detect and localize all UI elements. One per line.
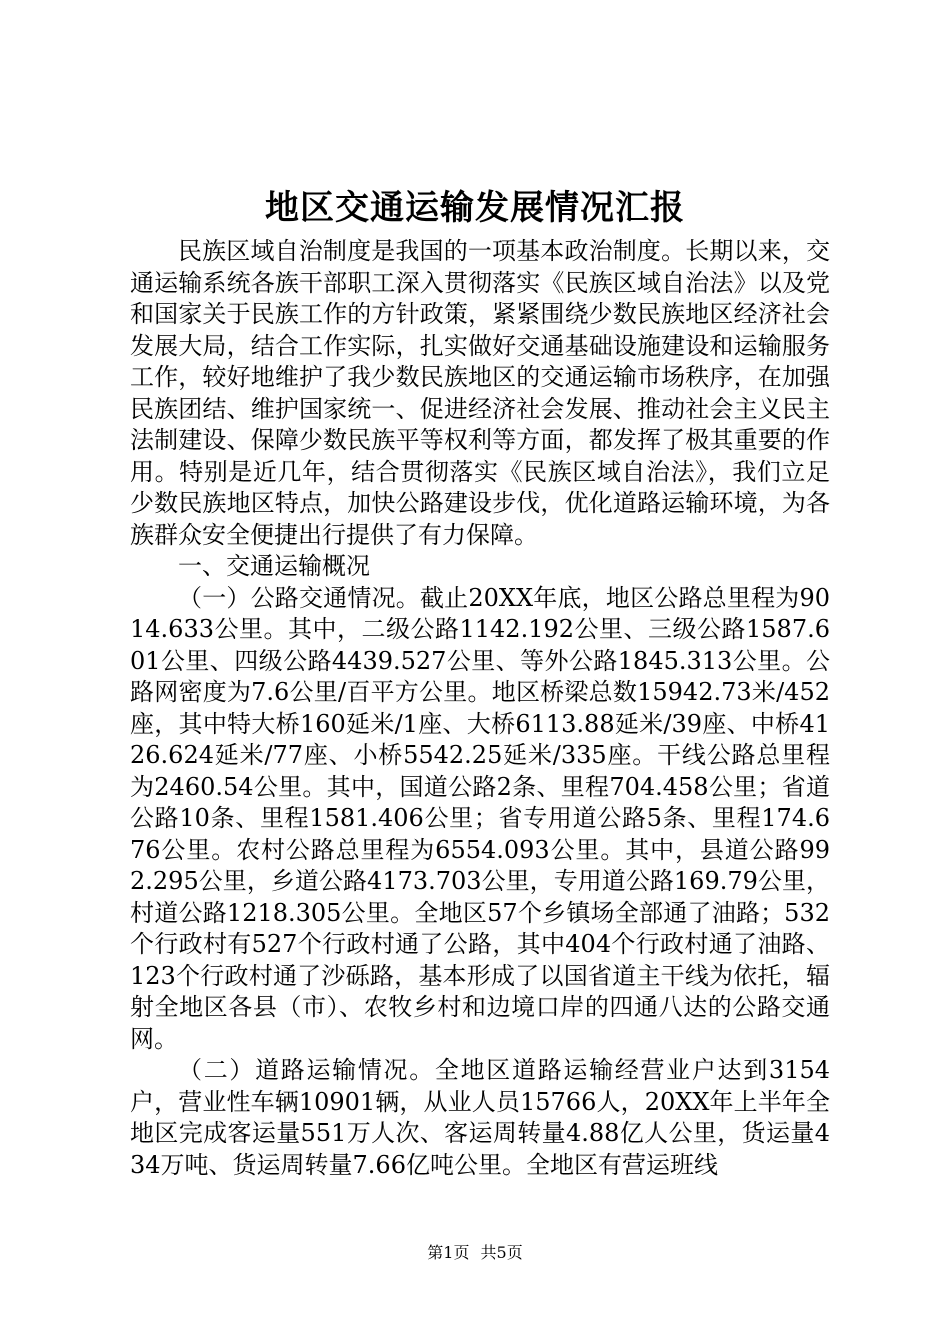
- document-title: 地区交通运输发展情况汇报: [265, 188, 685, 228]
- paragraph-intro: 民族区域自治制度是我国的一项基本政治制度。长期以来，交通运输系统各族干部职工深入贯彻落实《民族区域自治法》以及党和国家关于民族工作的方针政策，紧紧围绕少数民族地区经济社会发展大局，结合工作实际，扎实做好交通基础设施建设和运输服务工作，较好地维护了我少数民族地区的交通运输市场秩序，在加强民族团结、维护国家统一、促进经济社会发展、推动社会主义民主法制建设、保障少数民族平等权利等方面，都发挥了极其重要的作用。特别是近几年，结合贯彻落实《民族区域自治法》，我们立足少数民族地区特点，加快公路建设步伐，优化道路运输环境，为各族群众安全便捷出行提供了有力保障。: [130, 237, 830, 549]
- document-body: [130, 236, 830, 1181]
- page-number: 第1页: [427, 1243, 470, 1262]
- section-heading: 一、交通运输概况: [178, 552, 370, 580]
- page-footer: [0, 1242, 950, 1264]
- page-total: 共5页: [480, 1243, 523, 1262]
- paragraph-road-transport: （二）道路运输情况。全地区道路运输经营业户达到3154户，营业性车辆10901辆，从业人员15766人，20XX年上半年全地区完成客运量551万人次、客运周转量4.88亿人公里，货运量434万吨、货运周转量7.66亿吨公里。全地区有营运班线: [130, 1056, 830, 1179]
- paragraph-highway: （一）公路交通情况。截止20XX年底，地区公路总里程为9014.633公里。其中，二级公路1142.192公里、三级公路1587.601公里、四级公路4439.527公里、等外公路1845.313公里。公路网密度为7.6公里/百平方公里。地区桥梁总数15942.73米/452座，其中特大桥160延米/1座、大桥6113.88延米/39座、中桥4126.624延米/77座、小桥5542.25延米/335座。干线公路总里程为2460.54公里。其中，国道公路2条、里程704.458公里；省道公路10条、里程1581.406公里；省专用道公路5条、里程174.676公里。农村公路总里程为6554.093公里。其中，县道公路992.295公里，乡道公路4173.703公里，专用道公路169.79公里，村道公路1218.305公里。全地区57个乡镇场全部通了油路；532个行政村有527个行政村通了公路，其中404个行政村通了油路、123个行政村通了沙砾路，基本形成了以国省道主干线为依托，辐射全地区各县（市）、农牧乡村和边境口岸的四通八达的公路交通网。: [130, 583, 830, 1053]
